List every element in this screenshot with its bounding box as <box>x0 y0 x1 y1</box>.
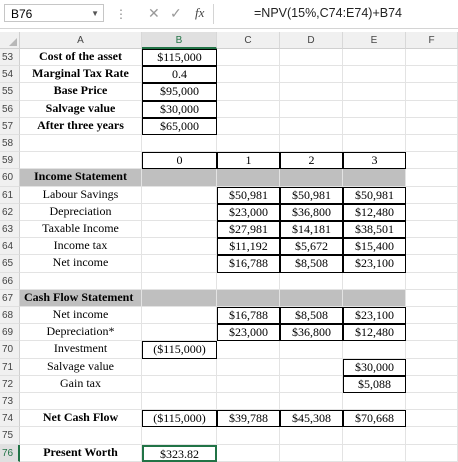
cell-a74[interactable]: Net Cash Flow <box>20 410 142 427</box>
cell-d54[interactable] <box>280 66 343 83</box>
cell-e73[interactable] <box>343 393 406 410</box>
row-header-65[interactable]: 65 <box>0 255 20 272</box>
cell-d56[interactable] <box>280 101 343 118</box>
cell-c76[interactable] <box>217 445 280 462</box>
cell-d55[interactable] <box>280 83 343 100</box>
cell-b53[interactable]: $115,000 <box>142 49 217 66</box>
row-header-72[interactable]: 72 <box>0 376 20 393</box>
cell-e69[interactable]: $12,480 <box>343 324 406 341</box>
column-header-f[interactable]: F <box>406 32 458 49</box>
cell-b67[interactable] <box>142 290 217 307</box>
cell-a66[interactable] <box>20 273 142 290</box>
enter-check-icon[interactable]: ✓ <box>170 5 182 21</box>
cell-f74[interactable] <box>406 410 458 427</box>
cell-e74[interactable]: $70,668 <box>343 410 406 427</box>
cell-c71[interactable] <box>217 359 280 376</box>
cell-b75[interactable] <box>142 427 217 444</box>
cell-d69[interactable]: $36,800 <box>280 324 343 341</box>
cell-b62[interactable] <box>142 204 217 221</box>
select-all-corner[interactable] <box>0 32 20 49</box>
cell-f67[interactable] <box>406 290 458 307</box>
cell-b61[interactable] <box>142 187 217 204</box>
row-header-67[interactable]: 67 <box>0 290 20 307</box>
cell-e61[interactable]: $50,981 <box>343 187 406 204</box>
cell-d62[interactable]: $36,800 <box>280 204 343 221</box>
cell-b66[interactable] <box>142 273 217 290</box>
formula-input[interactable]: =NPV(15%,C74:E74)+B74 <box>254 6 403 20</box>
cell-b58[interactable] <box>142 135 217 152</box>
cell-d59[interactable]: 2 <box>280 152 343 169</box>
row-header-73[interactable]: 73 <box>0 393 20 410</box>
cell-f65[interactable] <box>406 255 458 272</box>
cell-c55[interactable] <box>217 83 280 100</box>
cell-f76[interactable] <box>406 445 458 462</box>
cell-c59[interactable]: 1 <box>217 152 280 169</box>
cell-f58[interactable] <box>406 135 458 152</box>
cell-f75[interactable] <box>406 427 458 444</box>
column-header-d[interactable]: D <box>280 32 343 49</box>
cell-e56[interactable] <box>343 101 406 118</box>
cell-d76[interactable] <box>280 445 343 462</box>
cell-a55[interactable]: Base Price <box>20 83 142 100</box>
cell-f53[interactable] <box>406 49 458 66</box>
cell-b65[interactable] <box>142 255 217 272</box>
cell-f70[interactable] <box>406 341 458 358</box>
cell-a57[interactable]: After three years <box>20 118 142 135</box>
cell-f61[interactable] <box>406 187 458 204</box>
cell-f66[interactable] <box>406 273 458 290</box>
row-header-64[interactable]: 64 <box>0 238 20 255</box>
cell-a53[interactable]: Cost of the asset <box>20 49 142 66</box>
cell-e60[interactable] <box>343 169 406 186</box>
row-header-71[interactable]: 71 <box>0 359 20 376</box>
cell-a73[interactable] <box>20 393 142 410</box>
cell-d73[interactable] <box>280 393 343 410</box>
cell-f56[interactable] <box>406 101 458 118</box>
chevron-down-icon[interactable]: ▼ <box>91 9 99 18</box>
cell-d72[interactable] <box>280 376 343 393</box>
cell-f62[interactable] <box>406 204 458 221</box>
cell-a54[interactable]: Marginal Tax Rate <box>20 66 142 83</box>
cell-a71[interactable]: Salvage value <box>20 359 142 376</box>
row-header-63[interactable]: 63 <box>0 221 20 238</box>
cell-a67[interactable]: Cash Flow Statement <box>20 290 142 307</box>
cell-b68[interactable] <box>142 307 217 324</box>
cell-a62[interactable]: Depreciation <box>20 204 142 221</box>
cell-d68[interactable]: $8,508 <box>280 307 343 324</box>
cell-c56[interactable] <box>217 101 280 118</box>
column-header-a[interactable]: A <box>20 32 142 49</box>
cell-f59[interactable] <box>406 152 458 169</box>
more-options-icon[interactable]: ⋮ <box>115 7 127 21</box>
row-header-57[interactable]: 57 <box>0 118 20 135</box>
cell-b69[interactable] <box>142 324 217 341</box>
cell-b56[interactable]: $30,000 <box>142 101 217 118</box>
cell-b54[interactable]: 0.4 <box>142 66 217 83</box>
cell-f68[interactable] <box>406 307 458 324</box>
row-header-66[interactable]: 66 <box>0 273 20 290</box>
cell-b73[interactable] <box>142 393 217 410</box>
cell-c75[interactable] <box>217 427 280 444</box>
row-header-61[interactable]: 61 <box>0 187 20 204</box>
cell-e57[interactable] <box>343 118 406 135</box>
row-header-53[interactable]: 53 <box>0 49 20 66</box>
cell-b60[interactable] <box>142 169 217 186</box>
cell-c64[interactable]: $11,192 <box>217 238 280 255</box>
cell-d67[interactable] <box>280 290 343 307</box>
row-header-56[interactable]: 56 <box>0 101 20 118</box>
cell-e66[interactable] <box>343 273 406 290</box>
cell-a68[interactable]: Net income <box>20 307 142 324</box>
cell-a63[interactable]: Taxable Income <box>20 221 142 238</box>
cell-e63[interactable]: $38,501 <box>343 221 406 238</box>
cell-c67[interactable] <box>217 290 280 307</box>
name-box[interactable] <box>4 4 104 22</box>
cell-e53[interactable] <box>343 49 406 66</box>
insert-function-icon[interactable]: fx <box>195 5 205 20</box>
cell-d60[interactable] <box>280 169 343 186</box>
cell-e76[interactable] <box>343 445 406 462</box>
cell-f63[interactable] <box>406 221 458 238</box>
cell-b72[interactable] <box>142 376 217 393</box>
cell-c74[interactable]: $39,788 <box>217 410 280 427</box>
cell-b76[interactable]: $323.82 <box>142 445 217 462</box>
cell-a61[interactable]: Labour Savings <box>20 187 142 204</box>
cell-a60[interactable]: Income Statement <box>20 169 142 186</box>
cell-e55[interactable] <box>343 83 406 100</box>
cell-a59[interactable] <box>20 152 142 169</box>
cell-a56[interactable]: Salvage value <box>20 101 142 118</box>
cell-f55[interactable] <box>406 83 458 100</box>
cell-c53[interactable] <box>217 49 280 66</box>
cell-f54[interactable] <box>406 66 458 83</box>
cell-d74[interactable]: $45,308 <box>280 410 343 427</box>
cell-b55[interactable]: $95,000 <box>142 83 217 100</box>
column-header-e[interactable]: E <box>343 32 406 49</box>
cell-f69[interactable] <box>406 324 458 341</box>
cell-b71[interactable] <box>142 359 217 376</box>
cell-d61[interactable]: $50,981 <box>280 187 343 204</box>
column-header-b[interactable]: B <box>142 32 217 49</box>
cell-e58[interactable] <box>343 135 406 152</box>
cell-c72[interactable] <box>217 376 280 393</box>
row-header-75[interactable]: 75 <box>0 427 20 444</box>
cell-a65[interactable]: Net income <box>20 255 142 272</box>
cell-d53[interactable] <box>280 49 343 66</box>
cell-f64[interactable] <box>406 238 458 255</box>
cell-b74[interactable]: ($115,000) <box>142 410 217 427</box>
cell-c58[interactable] <box>217 135 280 152</box>
cell-d65[interactable]: $8,508 <box>280 255 343 272</box>
formula-bar <box>0 0 458 29</box>
row-header-54[interactable]: 54 <box>0 66 20 83</box>
cell-c70[interactable] <box>217 341 280 358</box>
cell-e64[interactable]: $15,400 <box>343 238 406 255</box>
cell-f71[interactable] <box>406 359 458 376</box>
row-header-59[interactable]: 59 <box>0 152 20 169</box>
cell-c68[interactable]: $16,788 <box>217 307 280 324</box>
row-header-68[interactable]: 68 <box>0 307 20 324</box>
cell-e75[interactable] <box>343 427 406 444</box>
cell-c65[interactable]: $16,788 <box>217 255 280 272</box>
row-header-62[interactable]: 62 <box>0 204 20 221</box>
cell-d66[interactable] <box>280 273 343 290</box>
cell-c63[interactable]: $27,981 <box>217 221 280 238</box>
cell-c54[interactable] <box>217 66 280 83</box>
cell-e65[interactable]: $23,100 <box>343 255 406 272</box>
cell-b59[interactable]: 0 <box>142 152 217 169</box>
cell-b63[interactable] <box>142 221 217 238</box>
cell-e72[interactable]: $5,088 <box>343 376 406 393</box>
cell-e70[interactable] <box>343 341 406 358</box>
row-header-76[interactable]: 76 <box>0 445 20 462</box>
cell-e62[interactable]: $12,480 <box>343 204 406 221</box>
cell-a69[interactable]: Depreciation* <box>20 324 142 341</box>
row-header-74[interactable]: 74 <box>0 410 20 427</box>
cell-a75[interactable] <box>20 427 142 444</box>
name-box-value: B76 <box>11 7 33 21</box>
row-header-70[interactable]: 70 <box>0 341 20 358</box>
cell-d58[interactable] <box>280 135 343 152</box>
cell-b57[interactable]: $65,000 <box>142 118 217 135</box>
cell-a58[interactable] <box>20 135 142 152</box>
cell-f60[interactable] <box>406 169 458 186</box>
cell-e54[interactable] <box>343 66 406 83</box>
cell-d70[interactable] <box>280 341 343 358</box>
cell-b64[interactable] <box>142 238 217 255</box>
cell-a64[interactable]: Income tax <box>20 238 142 255</box>
cell-a72[interactable]: Gain tax <box>20 376 142 393</box>
cell-f57[interactable] <box>406 118 458 135</box>
cell-d57[interactable] <box>280 118 343 135</box>
cell-d64[interactable]: $5,672 <box>280 238 343 255</box>
column-header-c[interactable]: C <box>217 32 280 49</box>
cell-f73[interactable] <box>406 393 458 410</box>
row-header-55[interactable]: 55 <box>0 83 20 100</box>
cell-c69[interactable]: $23,000 <box>217 324 280 341</box>
row-header-60[interactable]: 60 <box>0 169 20 186</box>
row-header-58[interactable]: 58 <box>0 135 20 152</box>
cell-c57[interactable] <box>217 118 280 135</box>
cell-d63[interactable]: $14,181 <box>280 221 343 238</box>
cell-c73[interactable] <box>217 393 280 410</box>
cell-c60[interactable] <box>217 169 280 186</box>
cell-e71[interactable]: $30,000 <box>343 359 406 376</box>
cell-c61[interactable]: $50,981 <box>217 187 280 204</box>
row-header-69[interactable]: 69 <box>0 324 20 341</box>
cell-b70[interactable]: ($115,000) <box>142 341 217 358</box>
cell-c62[interactable]: $23,000 <box>217 204 280 221</box>
cell-e67[interactable] <box>343 290 406 307</box>
formula-separator <box>213 4 214 24</box>
cancel-icon[interactable]: ✕ <box>148 5 160 21</box>
cell-e59[interactable]: 3 <box>343 152 406 169</box>
cell-c66[interactable] <box>217 273 280 290</box>
cell-d71[interactable] <box>280 359 343 376</box>
cell-a76[interactable]: Present Worth <box>20 445 142 462</box>
cell-d75[interactable] <box>280 427 343 444</box>
cell-e68[interactable]: $23,100 <box>343 307 406 324</box>
cell-f72[interactable] <box>406 376 458 393</box>
cell-a70[interactable]: Investment <box>20 341 142 358</box>
